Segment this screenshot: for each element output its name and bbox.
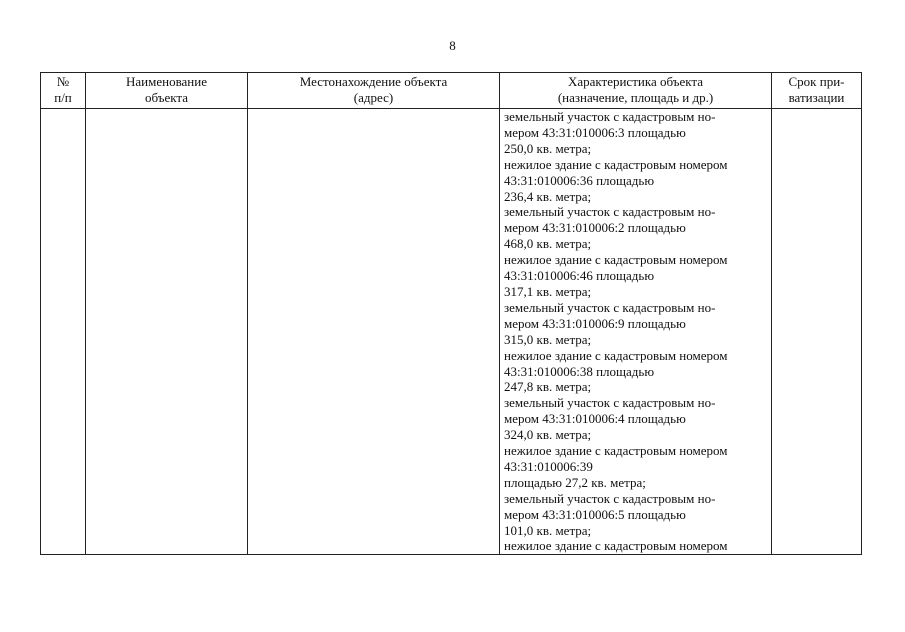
table-body [41, 109, 862, 555]
characteristic-line: 468,0 кв. метра; [504, 236, 592, 252]
characteristic-line: нежилое здание с кадастровым номером [504, 252, 728, 268]
header-characteristic [500, 73, 772, 109]
header-name [86, 73, 248, 109]
characteristic-line: земельный участок с кадастровым но- [504, 395, 716, 411]
characteristic-lines [500, 109, 771, 554]
cell-term [772, 109, 862, 555]
header-characteristic-line: (назначение, площадь и др.) [557, 90, 714, 105]
characteristic-line: мером 43:31:010006:9 площадью [504, 315, 686, 331]
header-address-line: (адрес) [353, 90, 394, 105]
characteristic-line: 250,0 кв. метра; [504, 140, 592, 156]
characteristic-line: 324,0 кв. метра; [504, 427, 592, 443]
header-row [41, 73, 862, 109]
characteristic-line: мером 43:31:010006:2 площадью [504, 220, 686, 236]
characteristic-line: мером 43:31:010006:3 площадью [504, 124, 686, 140]
characteristic-line: 43:31:010006:38 площадью [504, 363, 655, 379]
table-row [41, 109, 862, 555]
header-characteristic-line: Характеристика объекта [567, 74, 704, 89]
cell-characteristic [500, 109, 772, 555]
header-term [772, 73, 862, 109]
characteristic-line: нежилое здание с кадастровым номером [504, 443, 728, 459]
characteristic-line: 101,0 кв. метра; [504, 522, 592, 538]
characteristic-line: земельный участок с кадастровым но- [504, 204, 716, 220]
header-num-line: № [56, 74, 70, 89]
characteristic-line: 317,1 кв. метра; [504, 283, 592, 299]
header-address [248, 73, 500, 109]
header-num [41, 73, 86, 109]
characteristic-line: земельный участок с кадастровым но- [504, 490, 716, 506]
characteristic-line: нежилое здание с кадастровым номером [504, 156, 728, 172]
header-num-line: п/п [54, 90, 72, 105]
characteristic-line: 43:31:010006:39 [504, 458, 593, 474]
characteristic-line: 43:31:010006:46 площадью [504, 268, 655, 284]
characteristic-line: мером 43:31:010006:5 площадью [504, 506, 686, 522]
characteristic-line: 247,8 кв. метра; [504, 379, 592, 395]
characteristic-line: земельный участок с кадастровым но- [504, 299, 716, 315]
header-name-line: Наименование [126, 74, 207, 89]
characteristic-line: мером 43:31:010006:4 площадью [504, 411, 686, 427]
cell-num [41, 109, 86, 555]
characteristic-line: 43:31:010006:36 площадью [504, 172, 655, 188]
characteristic-line: земельный участок с кадастровым но- [504, 109, 716, 124]
table-header [41, 73, 862, 109]
header-name-line: объекта [144, 90, 189, 105]
cell-name [86, 109, 248, 555]
characteristic-line: нежилое здание с кадастровым номером [504, 347, 728, 363]
page-number: 8 [449, 38, 456, 53]
header-term-line: ватизации [788, 90, 845, 105]
characteristic-line: 315,0 кв. метра; [504, 331, 592, 347]
header-term-line: Срок при- [788, 74, 845, 89]
characteristic-line: площадью 27,2 кв. метра; [504, 474, 646, 490]
characteristic-line: нежилое здание с кадастровым номером [504, 538, 728, 554]
cell-address [248, 109, 500, 555]
characteristic-line: 236,4 кв. метра; [504, 188, 592, 204]
header-address-line: Местонахождение объекта [299, 74, 448, 89]
privatization-table [40, 72, 862, 555]
